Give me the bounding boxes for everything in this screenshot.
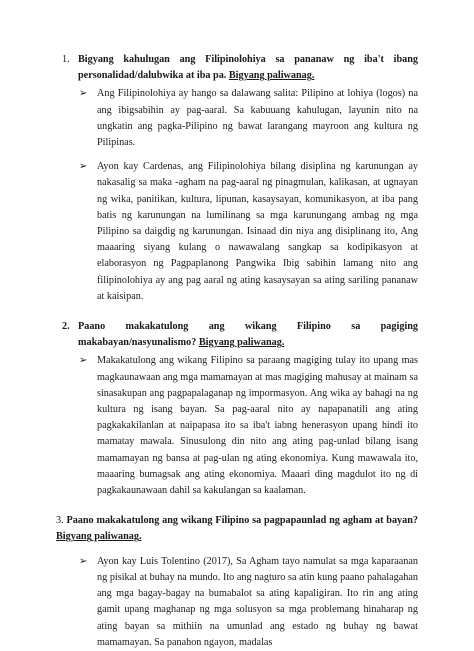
question-number: 3. (56, 515, 64, 527)
bullet-text: Ayon kay Luis Tolentino (2017), Sa Agham tayo namulat sa mga kaparaanan ng pisikal at buhay na mundo. Ito ang nagturo sa atin kung paano pahalagahan ang mga bagay-bagay na bumabalot sa ating kapaligiran. Ito rin ang ating gamit upang maghanap ng mga solusyon sa mga problemang hinaharap ng ating bayan sa mithiin na umunlad ang estado ng buhay ng bawat mamamayan. Sa panahon ngayon, madalas (97, 555, 418, 648)
bullet-text: Makakatulong ang wikang Filipino sa paraang magiging tulay ito upang mas magkaunawaan ang mga mamamayan at mas magiging mahusay at mainam sa sinasakupan ang pagpapalaganap ng impormasyon. Ang wika ay bahagi na ng kultura ng isang bayan. Sa pag-aaral nito ay napapanatili ang ating pagkakakilanlan at naipapasa ito sa iba't iabng henerasyon upang hindi ito mamatay mawala. Sinusulong din nito ang ating pag-unlad bilang isang mamamayan ng bansa at pag-ulan ng ating ekonomiya. Kung mawawala ito, maaaring bumagsak ang ating ekonomiya. Maaari ding magdulot ito ng di pagkakaunawaan dahil sa kakulangan sa kaalaman. (97, 355, 418, 497)
question-1 (0, 52, 474, 84)
question-instruction: Bigyang paliwanag. (56, 531, 142, 543)
arrow-bullet-icon: ➢ (79, 88, 88, 100)
answer-bullet (0, 159, 474, 305)
arrow-bullet-icon: ➢ (79, 555, 88, 567)
question-number: 1. (62, 54, 70, 65)
question-instruction: Bigyang paliwanag. (228, 70, 315, 82)
bullet-text: Ayon kay Cardenas, ang Filipinolohiya bilang disiplina ng karunungan ay nakasalig sa maka -agham na pag-aaral ng pinagmulan, kalikasan, at ugnayan ng wika, panitikan, kultura, lipunan, kasaysayan, komunikasyon, at iba pang batis ng karunungan na lumilinang sa mga karunungang ambag ng mga Pilipino sa daigdig ng karunungan. Isinaad din niya ang disiplinang ito, Ang maaaring siyang kulang o nawawalang sangkap sa kodipikasyon at elaborasyon ng Pagpaplanong Pangwika Ibig sabihin lamang nito ang filipinolohiya ay ang pag aaral ng ating kasaysayan sa ating sariling pananaw at kaisipan. (97, 161, 418, 302)
answer-bullet (0, 86, 474, 151)
bullet-text: Ang Filipinolohiya ay hango sa dalawang salita: Pilipino at lohiya (logos) na ang ibigsabihin ay pag-aaral. Sa kabuuang kahulugan, layunin nito na ungkatin ang pagka-Pilipino ng bawat larangang mayroon ang kultura ng Pilipinas. (97, 88, 418, 149)
question-number: 2. (62, 321, 70, 333)
document-body (0, 52, 474, 651)
question-title: Paano makakatulong ang wikang Filipino sa pagiging makabayan/nasyunalismo? (78, 321, 418, 349)
arrow-bullet-icon: ➢ (79, 355, 88, 367)
answer-bullet (0, 353, 474, 499)
answer-bullet (0, 554, 474, 651)
arrow-bullet-icon: ➢ (79, 161, 88, 173)
question-instruction: Bigyang paliwanag. (198, 337, 285, 349)
question-title: Paano makakatulong ang wikang Filipino sa pagpapaunlad ng agham at bayan? (66, 515, 419, 527)
question-3 (0, 513, 474, 545)
question-2 (0, 319, 474, 351)
question-title: Bigyang kahulugan ang Filipinolohiya sa pananaw ng iba't ibang personalidad/dalubwika at iba pa. (78, 54, 418, 82)
